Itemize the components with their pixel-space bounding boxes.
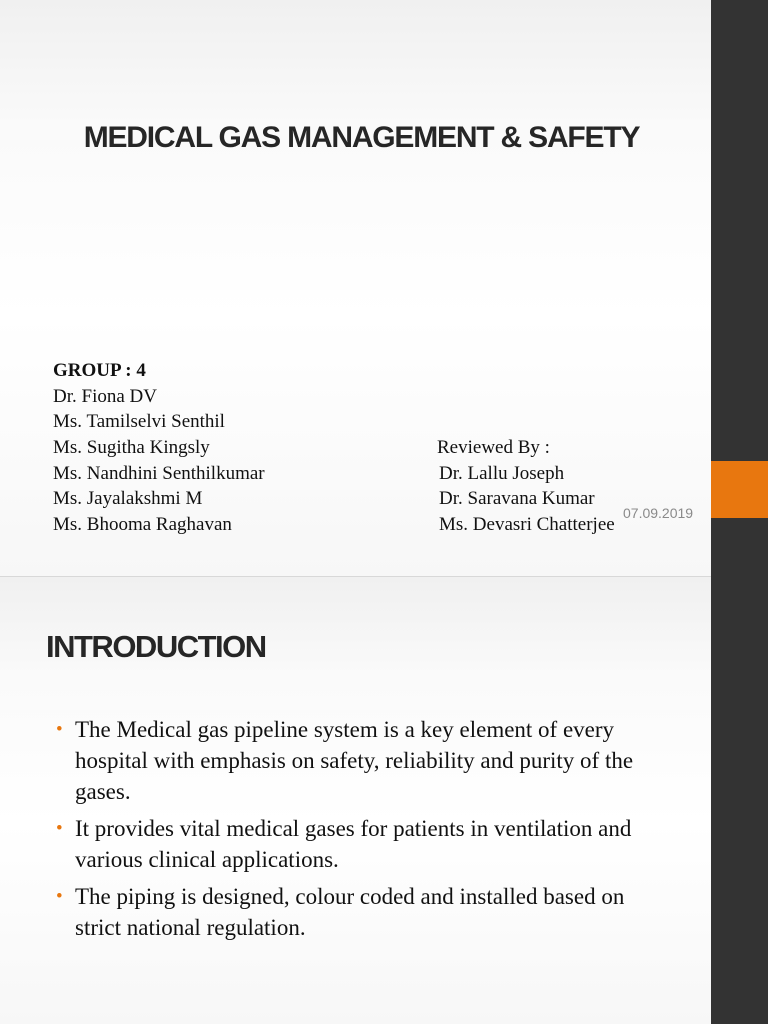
- bullet-item: [56, 714, 676, 807]
- sidebar-accent-block: [711, 461, 768, 518]
- member-name: Ms. Bhooma Raghavan: [53, 514, 232, 535]
- member-name: Ms. Tamilselvi Senthil: [53, 411, 225, 432]
- introduction-slide: [0, 577, 711, 1024]
- reviewer-name: Ms. Devasri Chatterjee: [439, 514, 615, 535]
- bullet-text: The Medical gas pipeline system is a key element of every hospital with emphasis on safety, reliability and purity of the gases.: [75, 717, 634, 804]
- slide-heading: INTRODUCTION: [46, 629, 266, 664]
- bullet-dot-icon: •: [56, 719, 63, 740]
- bullet-item: [56, 881, 676, 943]
- group-label: GROUP : 4: [53, 360, 146, 381]
- slide-date: 07.09.2019: [623, 505, 694, 521]
- bullet-text: The piping is designed, colour coded and installed based on strict national regulation.: [75, 884, 625, 940]
- bullet-list: [56, 714, 676, 949]
- bullet-dot-icon: •: [56, 886, 63, 907]
- reviewer-name: Dr. Saravana Kumar: [439, 488, 595, 509]
- bullet-item: [56, 813, 676, 875]
- reviewer-name: Dr. Lallu Joseph: [439, 463, 565, 484]
- bullet-text: It provides vital medical gases for patients in ventilation and various clinical applications.: [75, 816, 632, 872]
- member-name: Ms. Jayalakshmi M: [53, 488, 203, 509]
- member-name: Dr. Fiona DV: [53, 386, 157, 407]
- member-name: Ms. Sugitha Kingsly: [53, 437, 210, 458]
- member-name: Ms. Nandhini Senthilkumar: [53, 463, 265, 484]
- slide-title: MEDICAL GAS MANAGEMENT & SAFETY: [83, 121, 640, 154]
- reviewed-by-label: Reviewed By :: [437, 437, 550, 458]
- bullet-dot-icon: •: [56, 818, 63, 839]
